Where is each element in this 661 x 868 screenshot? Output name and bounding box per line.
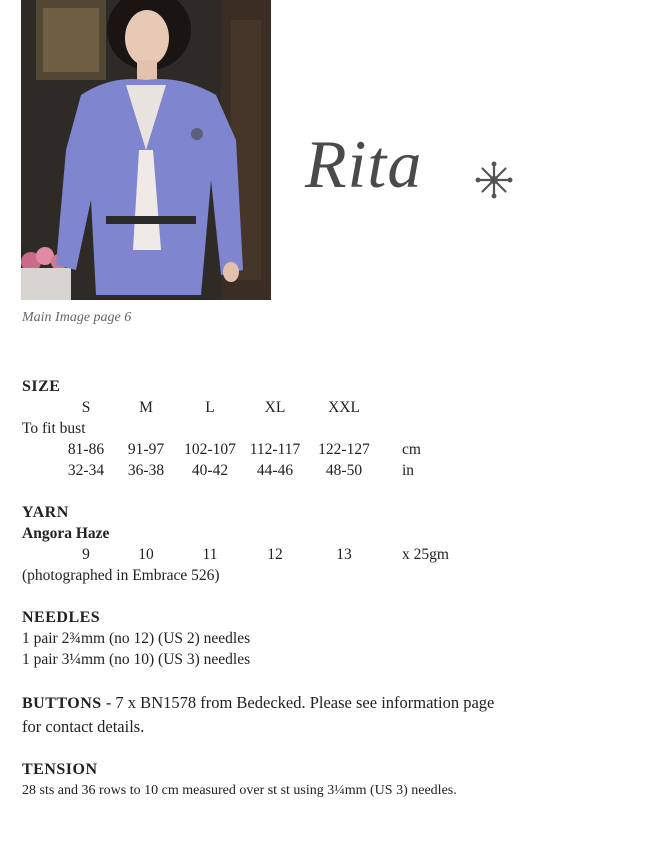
yarn-quantity: 11 <box>202 546 218 563</box>
size-label: M <box>139 399 153 416</box>
buttons-text-2: for contact details. <box>22 717 145 736</box>
size-in: 40-42 <box>191 462 229 479</box>
yarn-quantity: 10 <box>138 546 154 563</box>
size-cm: 91-97 <box>127 441 165 458</box>
yarn-note: (photographed in Embrace 526) <box>22 567 220 584</box>
size-in-row <box>22 460 582 481</box>
main-photo <box>21 0 271 300</box>
photo-caption: Main Image page 6 <box>22 310 132 325</box>
pattern-details <box>22 376 582 801</box>
size-label: L <box>205 399 215 416</box>
size-in: 48-50 <box>325 462 363 479</box>
needles-heading: NEEDLES <box>22 609 101 626</box>
buttons-heading: BUTTONS <box>22 695 102 712</box>
tension-heading: TENSION <box>22 761 98 778</box>
size-label: S <box>81 399 91 416</box>
size-heading: SIZE <box>22 378 61 395</box>
fit-bust-label: To fit bust <box>22 420 86 437</box>
size-in: 44-46 <box>256 462 294 479</box>
yarn-quantity: 12 <box>267 546 283 563</box>
size-cm-row <box>22 439 582 460</box>
buttons-paragraph <box>22 691 582 738</box>
model-illustration <box>21 0 271 300</box>
size-cm-unit: cm <box>402 441 421 458</box>
size-labels-row <box>22 397 582 418</box>
size-in: 36-38 <box>127 462 165 479</box>
yarn-quantity: 9 <box>82 546 90 563</box>
size-cm: 112-117 <box>249 441 301 458</box>
size-in-unit: in <box>402 462 415 479</box>
size-cm: 122-127 <box>318 441 370 458</box>
size-label: XXL <box>328 399 360 416</box>
size-in: 32-34 <box>67 462 105 479</box>
yarn-name: Angora Haze <box>22 525 110 542</box>
yarn-unit: x 25gm <box>402 546 449 563</box>
needles-line-1: 1 pair 2¾mm (no 12) (US 2) needles <box>22 630 251 647</box>
size-cm: 81-86 <box>67 441 105 458</box>
yarn-quantity: 13 <box>336 546 352 563</box>
yarn-heading: YARN <box>22 504 69 521</box>
pattern-title: Rita <box>305 126 423 202</box>
size-label: XL <box>264 399 286 416</box>
buttons-text: - 7 x BN1578 from Bedecked. Please see information page <box>101 693 495 712</box>
asterisk-flower-icon <box>474 160 514 200</box>
needles-line-2: 1 pair 3¼mm (no 10) (US 3) needles <box>22 651 251 668</box>
size-cm: 102-107 <box>184 441 236 458</box>
tension-text: 28 sts and 36 rows to 10 cm measured over st st using 3¼mm (US 3) needles. <box>22 783 457 798</box>
yarn-quantities-row <box>22 544 582 565</box>
